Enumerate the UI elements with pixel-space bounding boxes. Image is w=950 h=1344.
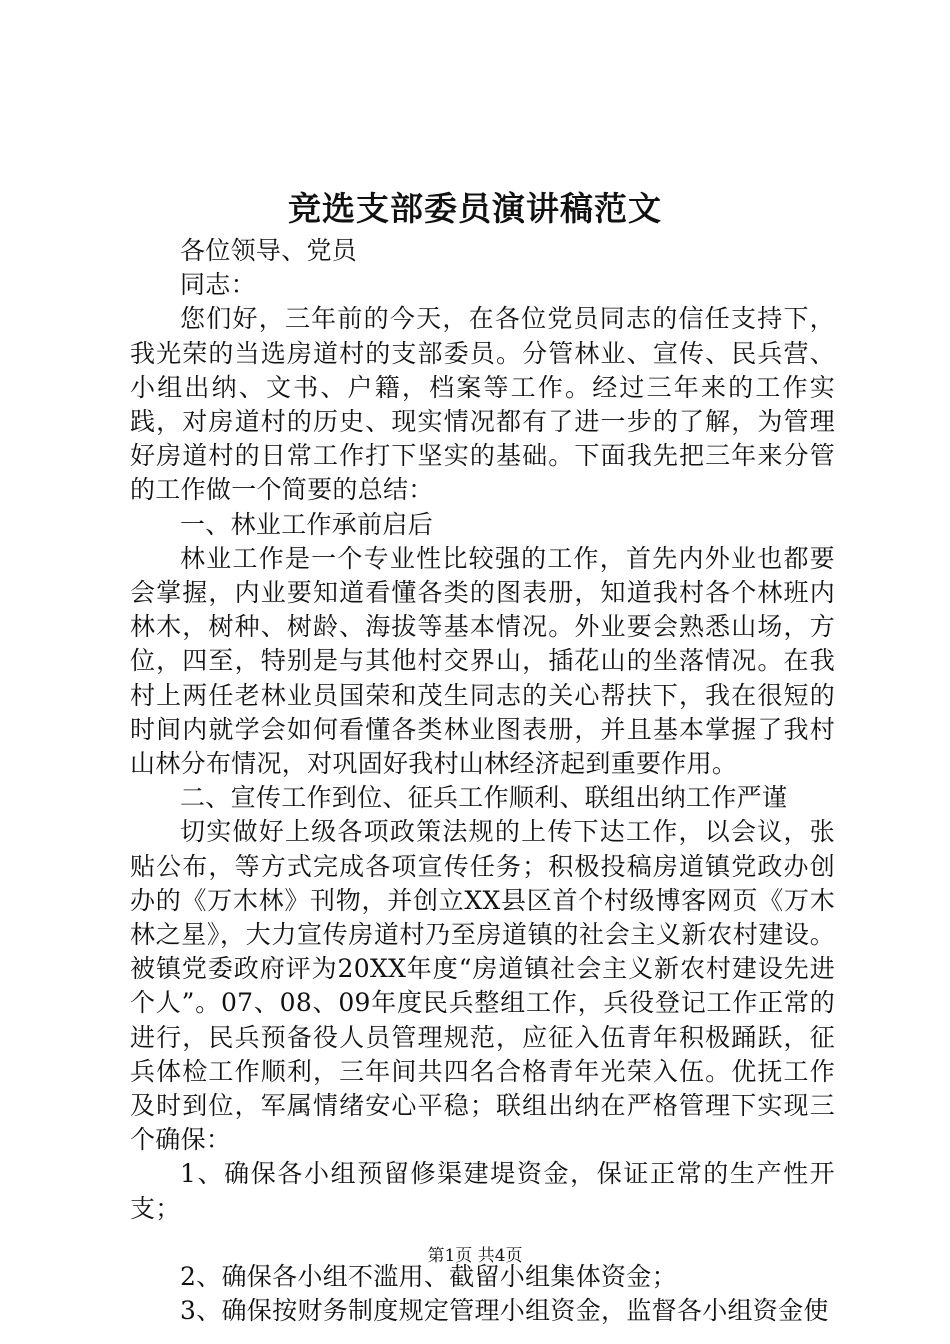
section-heading-publicity: 二、宣传工作到位、征兵工作顺利、联组出纳工作严谨	[180, 783, 788, 813]
section-heading-forestry: 一、林业工作承前启后	[180, 509, 434, 539]
document-title: 竞选支部委员演讲稿范文	[288, 189, 662, 228]
paragraph-forestry: 林业工作是一个专业性比较强的工作，首先内外业也都要会掌握，内业要知道看懂各类的图表册，知道我村各个林班内林木，树种、树龄、海拔等基本情况。外业要会熟悉山场，方位，四至，特别是与其他村交界山，插花山的坐落情况。在我村上两任老林业员国荣和茂生同志的关心帮扶下，我在很短的时间内就学会如何看懂各类林业图表册，并且基本掌握了我村山林分布情况，对巩固好我村山林经济起到重要作用。	[130, 543, 835, 779]
salutation-line-1: 各位领导、党员	[180, 236, 358, 265]
salutation-line-2: 同志：	[180, 270, 256, 300]
document-body	[130, 234, 835, 1328]
paragraph-greeting: 您们好，三年前的今天，在各位党员同志的信任支持下，我光荣的当选房道村的支部委员。分管林业、宣传、民兵营、小组出纳、文书、户籍，档案等工作。经过三年来的工作实践，对房道村的历史、现实情况都有了进一步的了解，为管理好房道村的日常工作打下坚实的基础。下面我先把三年来分管的工作做一个简要的总结：	[130, 304, 835, 505]
list-item-1: 1、确保各小组预留修渠建堤资金，保证正常的生产性开支；	[130, 1159, 835, 1223]
list-item-3: 3、确保按财务制度规定管理小组资金，监督各小组资金使	[180, 1296, 829, 1326]
page-number-footer: 第1页 共4页	[427, 1246, 523, 1266]
list-item-2: 2、确保各小组不滥用、截留小组集体资金；	[180, 1261, 677, 1291]
paragraph-publicity: 切实做好上级各项政策法规的上传下达工作，以会议，张贴公布，等方式完成各项宣传任务；积极投稿房道镇党政办创办的《万木林》刊物，并创立XX县区首个村级博客网页《万木林之星》，大力宣传房道村乃至房道镇的社会主义新农村建设。被镇党委政府评为20XX年度“房道镇社会主义新农村建设先进个人”。07、08、09年度民兵整组工作，兵役登记工作正常的进行，民兵预备役人员管理规范，应征入伍青年积极踊跃，征兵体检工作顺利，三年间共四名合格青年光荣入伍。优抚工作及时到位，军属情绪安心平稳；联组出纳在严格管理下实现三个确保：	[130, 817, 835, 1155]
